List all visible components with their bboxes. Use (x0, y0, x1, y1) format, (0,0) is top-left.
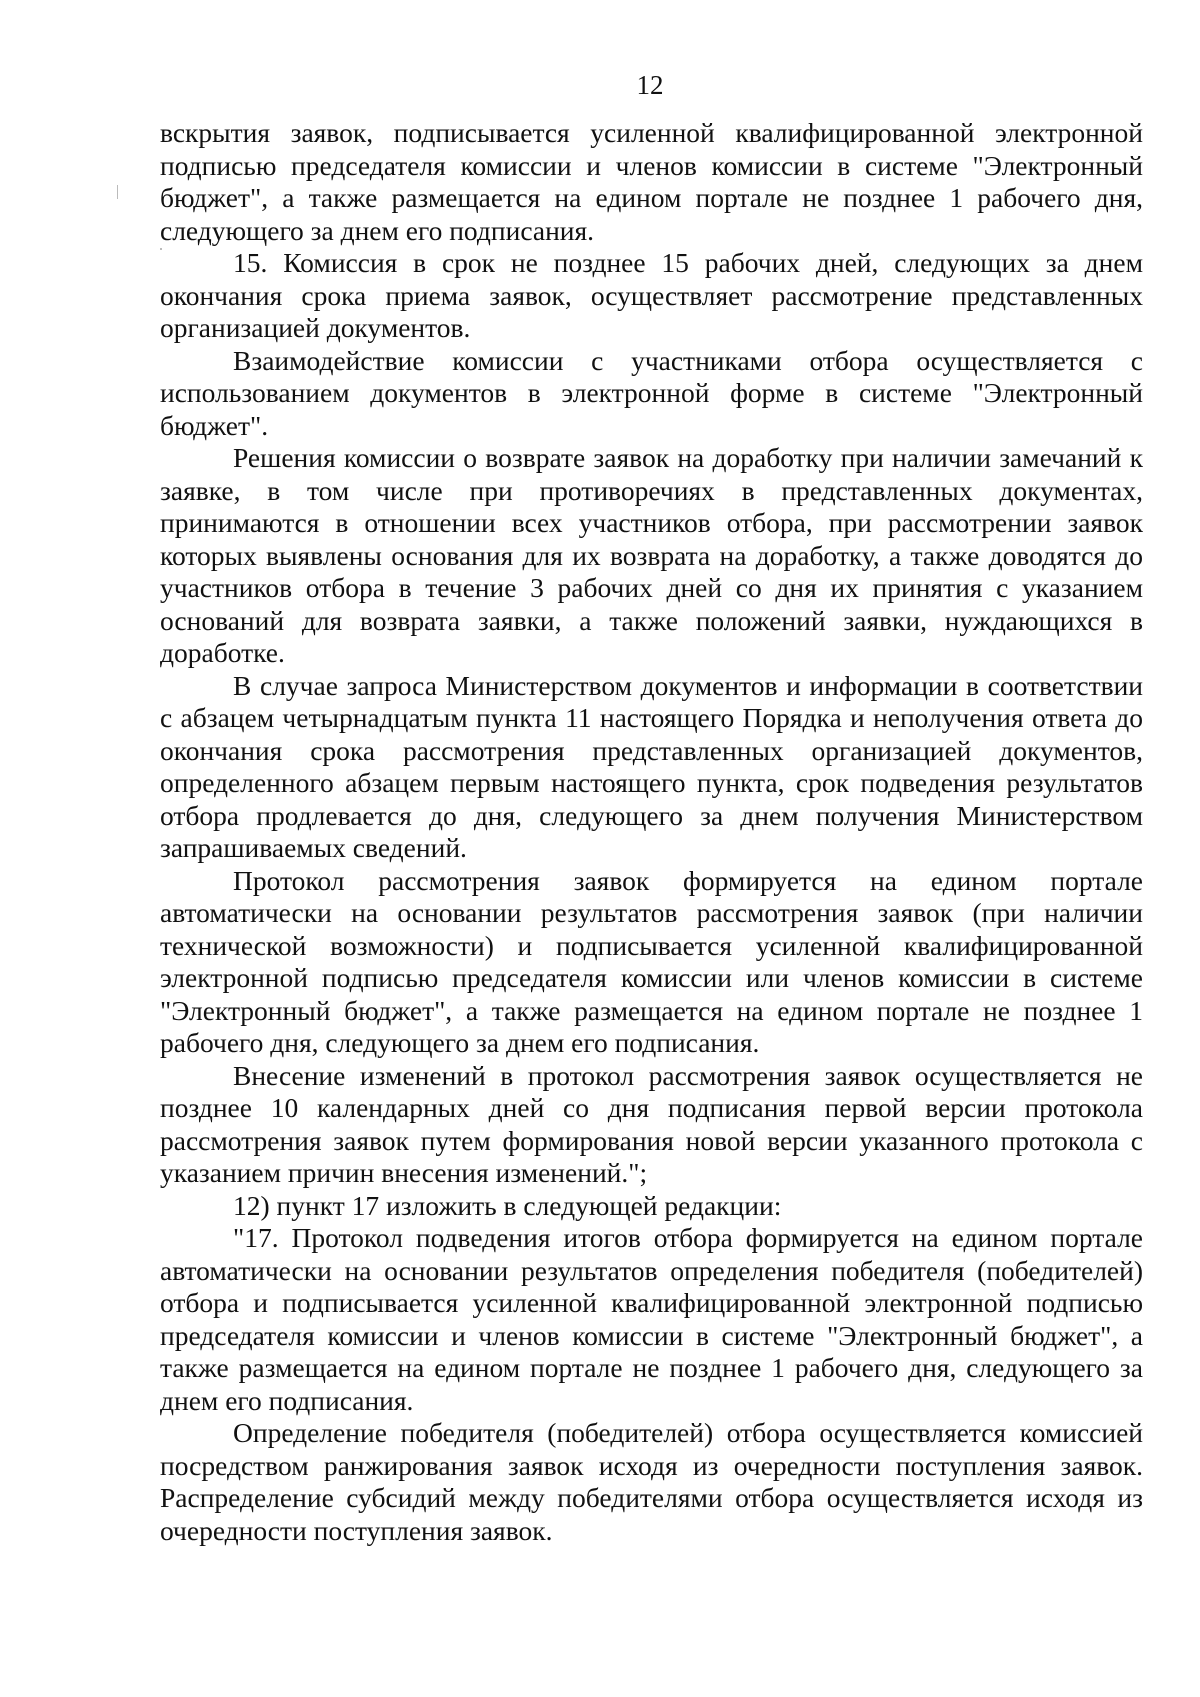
scan-artifact-mark (117, 185, 118, 199)
paragraph-amendment-12: 12) пункт 17 изложить в следующей редакции: (233, 1189, 782, 1221)
page-number: 12 (636, 70, 664, 100)
paragraph-review-protocol: Протокол рассмотрения заявок формируется на едином портале автоматически на основании результатов рассмотрения заявок (при наличии технической возможности) и подписывается усиленной квалифицированной электронной подписью председателя комиссии или членов комиссии в системе "Электронный бюджет", а также размещается на едином портале не позднее 1 рабочего дня, следующего за днем его подписания. (160, 864, 1143, 1058)
scan-artifact-mark (160, 248, 162, 250)
paragraph-winner-determination: Определение победителя (победителей) отбора осуществляется комиссией посредством ранжирования заявок исходя из очередности поступления заявок. Распределение субсидий между победителями отбора осуществляется исходя из очередности поступления заявок. (160, 1417, 1143, 1546)
paragraph-continuation: вскрытия заявок, подписывается усиленной квалифицированной электронной подписью председателя комиссии и членов комиссии в системе "Электронный бюджет", а также размещается на едином портале не позднее 1 рабочего дня, следующего за днем его подписания. (160, 117, 1143, 246)
paragraph-return-decisions: Решения комиссии о возврате заявок на доработку при наличии замечаний к заявке, в том числе при противоречиях в представленных документах, принимаются в отношении всех участников отбора, при рассмотрении заявок которых выявлены основания для их возврата на доработку, а также доводятся до участников отбора в течение 3 рабочих дней со дня их принятия с указанием оснований для возврата заявки, а также положений заявки, нуждающихся в доработке. (160, 442, 1143, 668)
paragraph-protocol-changes: Внесение изменений в протокол рассмотрения заявок осуществляется не позднее 10 календарных дней со дня подписания первой версии протокола рассмотрения заявок путем формирования новой версии указанного протокола с указанием причин внесения изменений."; (160, 1059, 1143, 1188)
document-body (160, 117, 1143, 1547)
paragraph-interaction: Взаимодействие комиссии с участниками отбора осуществляется с использованием документов в электронной форме в системе "Электронный бюджет". (160, 344, 1143, 441)
paragraph-item-17: "17. Протокол подведения итогов отбора формируется на едином портале автоматически на основании результатов определения победителя (победителей) отбора и подписывается усиленной квалифицированной электронной подписью председателя комиссии и членов комиссии в системе "Электронный бюджет", а также размещается на едином портале не позднее 1 рабочего дня, следующего за днем его подписания. (160, 1222, 1143, 1416)
paragraph-item-15: 15. Комиссия в срок не позднее 15 рабочих дней, следующих за днем окончания срока приема заявок, осуществляет рассмотрение представленных организацией документов. (160, 247, 1143, 343)
paragraph-ministry-request: В случае запроса Министерством документов и информации в соответствии с абзацем четырнадцатым пункта 11 настоящего Порядка и неполучения ответа до окончания срока рассмотрения представленных организацией документов, определенного абзацем первым настоящего пункта, срок подведения результатов отбора продлевается до дня, следующего за днем получения Министерством запрашиваемых сведений. (160, 669, 1143, 863)
